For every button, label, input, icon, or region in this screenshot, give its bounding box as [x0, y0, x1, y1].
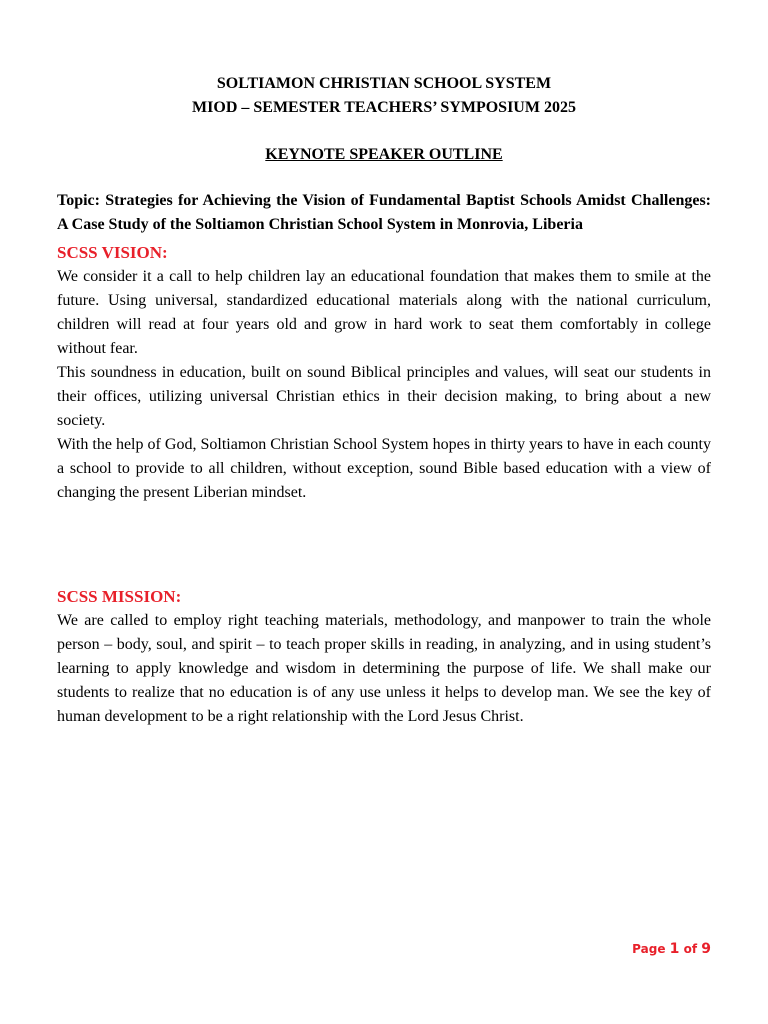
- vision-paragraph: We consider it a call to help children lay an educational foundation that makes them to smile at the future. Using universal, standardized educational materials along with the national curriculum, children will read at four years old and grow in hard work to seat them comfortably in college without fear.: [57, 268, 711, 357]
- vision-paragraph: With the help of God, Soltiamon Christian School System hopes in thirty years to have in each county a school to provide to all children, without exception, sound Bible based education with a view of changing the present Liberian mindset.: [57, 436, 711, 501]
- mission-section: [57, 585, 711, 729]
- page-current: 1: [669, 941, 680, 957]
- page-number: [632, 941, 711, 957]
- keynote-heading: KEYNOTE SPEAKER OUTLINE: [265, 146, 503, 163]
- mission-body: [57, 609, 711, 729]
- vision-section: [57, 241, 711, 505]
- topic-statement: Topic: Strategies for Achieving the Vision of Fundamental Baptist Schools Amidst Challenges: A Case Study of the Soltiamon Christian School System in Monrovia, Liberia: [57, 192, 711, 233]
- vision-heading: SCSS VISION:: [57, 243, 168, 262]
- vision-paragraph: This soundness in education, built on sound Biblical principles and values, will seat our students in their offices, utilizing universal Christian ethics in their decision making, to bring about a new society.: [57, 364, 711, 429]
- school-name: SOLTIAMON CHRISTIAN SCHOOL SYSTEM: [216, 75, 552, 92]
- of-label: of: [683, 942, 698, 956]
- vision-body: [57, 265, 711, 505]
- document-page: [57, 72, 711, 729]
- symposium-title: MIOD – SEMESTER TEACHERS’ SYMPOSIUM 2025: [192, 99, 576, 116]
- mission-heading: SCSS MISSION:: [57, 587, 182, 606]
- page-total: 9: [701, 941, 711, 957]
- mission-paragraph: We are called to employ right teaching materials, methodology, and manpower to train the whole person – body, soul, and spirit – to teach proper skills in reading, in analyzing, and in using student’s learning to apply knowledge and wisdom in determining the purpose of life. We shall make our students to realize that no education is of any use unless it helps to develop man. We see the key of human development to be a right relationship with the Lord Jesus Christ.: [57, 612, 711, 725]
- page-label: Page: [632, 942, 666, 956]
